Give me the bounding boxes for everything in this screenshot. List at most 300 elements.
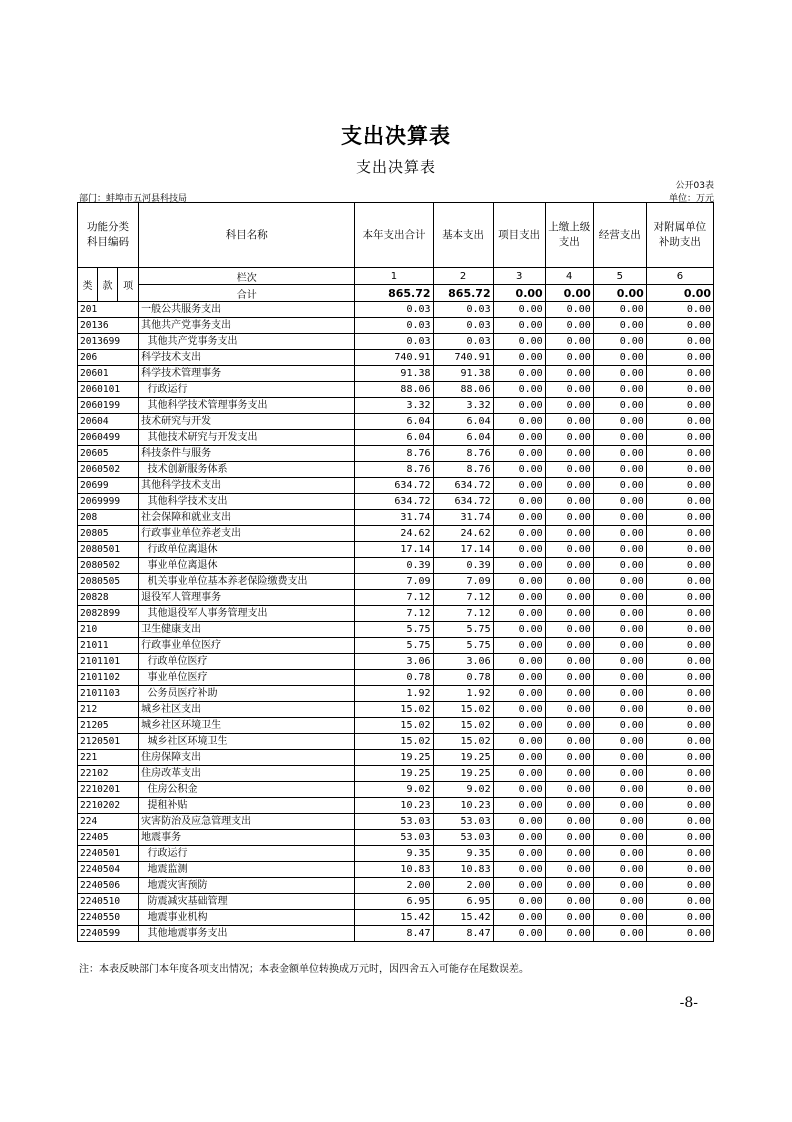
row-name: 行政运行 xyxy=(139,382,355,398)
row-value: 0.00 xyxy=(593,542,646,558)
row-name: 住房改革支出 xyxy=(139,766,355,782)
row-value: 0.00 xyxy=(493,318,545,334)
row-code: 2060101 xyxy=(78,382,139,398)
total-value: 0.00 xyxy=(545,285,593,302)
row-value: 0.00 xyxy=(593,718,646,734)
row-value: 53.03 xyxy=(433,830,493,846)
row-value: 6.04 xyxy=(355,414,433,430)
row-name: 机关事业单位基本养老保险缴费支出 xyxy=(139,574,355,590)
row-name: 技术研究与开发 xyxy=(139,414,355,430)
row-value: 0.00 xyxy=(646,462,713,478)
row-value: 0.00 xyxy=(545,910,593,926)
row-value: 0.39 xyxy=(355,558,433,574)
row-value: 0.00 xyxy=(545,590,593,606)
row-code: 2080502 xyxy=(78,558,139,574)
row-value: 0.00 xyxy=(545,670,593,686)
header-lei: 类 xyxy=(78,268,98,302)
row-code: 221 xyxy=(78,750,139,766)
row-value: 0.00 xyxy=(646,350,713,366)
header-heji: 合计 xyxy=(139,285,355,302)
row-value: 15.02 xyxy=(355,734,433,750)
row-value: 0.00 xyxy=(545,302,593,318)
row-value: 0.00 xyxy=(646,782,713,798)
row-value: 0.00 xyxy=(646,670,713,686)
row-value: 0.00 xyxy=(593,478,646,494)
table-row xyxy=(78,654,714,670)
row-value: 1.92 xyxy=(433,686,493,702)
row-value: 7.12 xyxy=(433,590,493,606)
row-value: 5.75 xyxy=(355,622,433,638)
unit-label: 单位：万元 xyxy=(668,194,714,204)
row-value: 0.00 xyxy=(646,590,713,606)
row-code: 2060499 xyxy=(78,430,139,446)
row-value: 17.14 xyxy=(433,542,493,558)
row-value: 0.00 xyxy=(545,446,593,462)
row-value: 0.00 xyxy=(593,766,646,782)
row-value: 0.00 xyxy=(646,366,713,382)
row-value: 53.03 xyxy=(433,814,493,830)
row-code: 2210202 xyxy=(78,798,139,814)
row-value: 0.00 xyxy=(593,638,646,654)
row-value: 0.00 xyxy=(646,702,713,718)
row-name: 地震灾害预防 xyxy=(139,878,355,894)
row-value: 0.00 xyxy=(545,782,593,798)
row-value: 0.00 xyxy=(545,750,593,766)
row-value: 0.00 xyxy=(646,830,713,846)
row-code: 2082899 xyxy=(78,606,139,622)
row-value: 0.00 xyxy=(593,526,646,542)
header-code: 功能分类 科目编码 xyxy=(78,203,139,268)
row-value: 0.00 xyxy=(545,654,593,670)
row-code: 2240506 xyxy=(78,878,139,894)
row-value: 6.95 xyxy=(355,894,433,910)
table-row xyxy=(78,382,714,398)
row-value: 0.00 xyxy=(493,334,545,350)
row-code: 20828 xyxy=(78,590,139,606)
table-row xyxy=(78,590,714,606)
row-code: 21011 xyxy=(78,638,139,654)
row-value: 15.02 xyxy=(355,702,433,718)
row-value: 0.00 xyxy=(493,510,545,526)
row-value: 0.00 xyxy=(545,398,593,414)
total-value: 0.00 xyxy=(593,285,646,302)
row-value: 0.78 xyxy=(433,670,493,686)
row-value: 0.00 xyxy=(593,494,646,510)
row-name: 地震事务 xyxy=(139,830,355,846)
row-value: 0.00 xyxy=(593,654,646,670)
row-value: 0.00 xyxy=(646,638,713,654)
row-value: 0.00 xyxy=(646,558,713,574)
row-name: 其他地震事务支出 xyxy=(139,926,355,942)
table-row xyxy=(78,910,714,926)
table-row xyxy=(78,558,714,574)
row-value: 0.00 xyxy=(646,862,713,878)
row-value: 0.00 xyxy=(646,878,713,894)
row-name: 其他共产党事务支出 xyxy=(139,318,355,334)
table-row xyxy=(78,510,714,526)
row-code: 2240501 xyxy=(78,846,139,862)
row-value: 0.78 xyxy=(355,670,433,686)
row-value: 0.00 xyxy=(493,622,545,638)
row-value: 2.00 xyxy=(355,878,433,894)
row-value: 0.00 xyxy=(545,462,593,478)
total-value: 865.72 xyxy=(433,285,493,302)
page-title: 支出决算表 xyxy=(341,124,451,148)
row-value: 0.00 xyxy=(545,318,593,334)
row-value: 8.47 xyxy=(355,926,433,942)
table-row xyxy=(78,734,714,750)
row-value: 0.00 xyxy=(545,606,593,622)
row-name: 住房保障支出 xyxy=(139,750,355,766)
row-name: 事业单位离退休 xyxy=(139,558,355,574)
row-value: 0.00 xyxy=(493,638,545,654)
row-value: 0.00 xyxy=(493,574,545,590)
row-code: 210 xyxy=(78,622,139,638)
row-value: 0.00 xyxy=(593,590,646,606)
row-value: 0.03 xyxy=(355,334,433,350)
row-code: 2080505 xyxy=(78,574,139,590)
row-value: 0.00 xyxy=(545,878,593,894)
header-xiang: 项 xyxy=(118,268,139,302)
row-value: 0.00 xyxy=(493,894,545,910)
row-value: 0.00 xyxy=(493,718,545,734)
row-code: 2080501 xyxy=(78,542,139,558)
row-value: 0.00 xyxy=(593,878,646,894)
row-value: 6.04 xyxy=(433,414,493,430)
row-value: 0.00 xyxy=(646,766,713,782)
row-value: 0.00 xyxy=(545,622,593,638)
row-value: 0.00 xyxy=(593,894,646,910)
row-name: 一般公共服务支出 xyxy=(139,302,355,318)
row-code: 2240510 xyxy=(78,894,139,910)
total-value: 0.00 xyxy=(493,285,545,302)
row-value: 0.00 xyxy=(593,830,646,846)
row-value: 31.74 xyxy=(355,510,433,526)
table-row xyxy=(78,622,714,638)
row-value: 0.00 xyxy=(545,478,593,494)
row-value: 0.00 xyxy=(593,782,646,798)
row-value: 0.00 xyxy=(493,542,545,558)
row-code: 2069999 xyxy=(78,494,139,510)
row-value: 0.00 xyxy=(493,462,545,478)
table-row xyxy=(78,894,714,910)
row-code: 2240550 xyxy=(78,910,139,926)
row-value: 0.00 xyxy=(493,478,545,494)
table-row xyxy=(78,350,714,366)
row-value: 0.00 xyxy=(493,926,545,942)
row-value: 0.00 xyxy=(545,494,593,510)
row-value: 0.00 xyxy=(545,734,593,750)
row-value: 0.00 xyxy=(493,350,545,366)
row-code: 2101101 xyxy=(78,654,139,670)
row-value: 0.00 xyxy=(593,350,646,366)
header-upper: 上缴上级支出 xyxy=(545,203,593,268)
row-value: 0.00 xyxy=(646,686,713,702)
row-name: 其他科学技术支出 xyxy=(139,494,355,510)
header-business: 经营支出 xyxy=(593,203,646,268)
row-name: 行政单位医疗 xyxy=(139,654,355,670)
row-value: 0.00 xyxy=(545,430,593,446)
row-value: 0.00 xyxy=(593,606,646,622)
form-number: 公开03表 xyxy=(675,181,714,191)
row-value: 0.00 xyxy=(545,350,593,366)
row-value: 0.00 xyxy=(646,334,713,350)
row-value: 0.00 xyxy=(646,846,713,862)
row-value: 740.91 xyxy=(433,350,493,366)
row-value: 0.00 xyxy=(646,750,713,766)
row-value: 0.00 xyxy=(593,446,646,462)
total-value: 0.00 xyxy=(646,285,713,302)
row-value: 9.02 xyxy=(433,782,493,798)
row-value: 3.32 xyxy=(355,398,433,414)
row-code: 2240599 xyxy=(78,926,139,942)
row-value: 5.75 xyxy=(355,638,433,654)
row-value: 0.00 xyxy=(545,526,593,542)
row-value: 7.12 xyxy=(355,590,433,606)
row-value: 0.00 xyxy=(646,494,713,510)
header-lanci: 栏次 xyxy=(139,268,355,285)
row-value: 0.00 xyxy=(593,750,646,766)
row-value: 0.00 xyxy=(493,686,545,702)
row-code: 20605 xyxy=(78,446,139,462)
row-value: 0.00 xyxy=(545,798,593,814)
row-name: 行政单位离退休 xyxy=(139,542,355,558)
row-value: 0.00 xyxy=(593,686,646,702)
row-value: 0.00 xyxy=(493,414,545,430)
row-value: 19.25 xyxy=(355,766,433,782)
row-value: 9.35 xyxy=(433,846,493,862)
row-value: 10.23 xyxy=(355,798,433,814)
row-value: 0.00 xyxy=(593,670,646,686)
row-name: 退役军人管理事务 xyxy=(139,590,355,606)
row-value: 0.00 xyxy=(545,334,593,350)
row-value: 634.72 xyxy=(433,478,493,494)
row-value: 0.00 xyxy=(593,926,646,942)
table-row xyxy=(78,846,714,862)
row-name: 行政事业单位养老支出 xyxy=(139,526,355,542)
header-basic: 基本支出 xyxy=(433,203,493,268)
row-value: 634.72 xyxy=(355,478,433,494)
row-code: 20136 xyxy=(78,318,139,334)
table-row xyxy=(78,606,714,622)
row-value: 1.92 xyxy=(355,686,433,702)
row-value: 0.00 xyxy=(593,318,646,334)
row-value: 0.00 xyxy=(646,622,713,638)
row-value: 0.00 xyxy=(493,814,545,830)
row-value: 0.00 xyxy=(545,558,593,574)
row-value: 740.91 xyxy=(355,350,433,366)
row-code: 2060199 xyxy=(78,398,139,414)
row-value: 0.00 xyxy=(493,878,545,894)
row-value: 0.00 xyxy=(493,558,545,574)
table-row xyxy=(78,446,714,462)
row-value: 3.32 xyxy=(433,398,493,414)
row-value: 0.00 xyxy=(545,414,593,430)
header-project: 项目支出 xyxy=(493,203,545,268)
row-value: 3.06 xyxy=(355,654,433,670)
row-value: 8.76 xyxy=(355,446,433,462)
row-value: 634.72 xyxy=(433,494,493,510)
row-value: 0.00 xyxy=(646,798,713,814)
row-value: 0.00 xyxy=(646,526,713,542)
row-value: 0.00 xyxy=(646,430,713,446)
row-value: 0.00 xyxy=(593,734,646,750)
row-value: 0.00 xyxy=(593,846,646,862)
row-value: 0.00 xyxy=(646,446,713,462)
row-code: 206 xyxy=(78,350,139,366)
row-value: 8.76 xyxy=(433,462,493,478)
row-value: 6.04 xyxy=(355,430,433,446)
row-value: 0.00 xyxy=(493,862,545,878)
row-value: 15.02 xyxy=(433,702,493,718)
row-name: 地震监测 xyxy=(139,862,355,878)
row-value: 0.00 xyxy=(593,574,646,590)
row-value: 0.00 xyxy=(493,302,545,318)
row-value: 0.00 xyxy=(593,334,646,350)
table-row xyxy=(78,750,714,766)
table-row xyxy=(78,638,714,654)
row-value: 0.00 xyxy=(646,926,713,942)
row-code: 22102 xyxy=(78,766,139,782)
row-name: 行政事业单位医疗 xyxy=(139,638,355,654)
col-number: 2 xyxy=(433,268,493,285)
row-value: 17.14 xyxy=(355,542,433,558)
row-value: 0.00 xyxy=(646,654,713,670)
header-total: 本年支出合计 xyxy=(355,203,433,268)
row-value: 0.00 xyxy=(545,814,593,830)
row-name: 防震减灾基础管理 xyxy=(139,894,355,910)
row-value: 19.25 xyxy=(433,750,493,766)
row-code: 20805 xyxy=(78,526,139,542)
row-value: 0.00 xyxy=(593,622,646,638)
row-value: 0.00 xyxy=(493,430,545,446)
row-value: 24.62 xyxy=(355,526,433,542)
table-row xyxy=(78,670,714,686)
row-value: 15.02 xyxy=(433,718,493,734)
row-name: 科学技术管理事务 xyxy=(139,366,355,382)
row-value: 0.00 xyxy=(646,542,713,558)
row-value: 19.25 xyxy=(433,766,493,782)
row-value: 0.00 xyxy=(493,670,545,686)
row-value: 0.00 xyxy=(493,606,545,622)
row-value: 0.39 xyxy=(433,558,493,574)
row-value: 0.00 xyxy=(493,494,545,510)
row-name: 城乡社区环境卫生 xyxy=(139,734,355,750)
row-value: 0.00 xyxy=(593,910,646,926)
row-value: 0.00 xyxy=(593,510,646,526)
table-row xyxy=(78,302,714,318)
row-value: 0.00 xyxy=(646,302,713,318)
row-value: 0.00 xyxy=(646,318,713,334)
row-name: 事业单位医疗 xyxy=(139,670,355,686)
row-value: 0.00 xyxy=(593,558,646,574)
row-name: 住房公积金 xyxy=(139,782,355,798)
row-value: 0.00 xyxy=(493,526,545,542)
table-row xyxy=(78,702,714,718)
row-code: 20601 xyxy=(78,366,139,382)
row-value: 0.00 xyxy=(493,750,545,766)
row-code: 2101102 xyxy=(78,670,139,686)
row-value: 634.72 xyxy=(355,494,433,510)
row-value: 0.00 xyxy=(493,798,545,814)
col-number: 3 xyxy=(493,268,545,285)
row-value: 0.00 xyxy=(545,510,593,526)
table-row xyxy=(78,782,714,798)
table-row xyxy=(78,526,714,542)
row-name: 科学技术支出 xyxy=(139,350,355,366)
table-row xyxy=(78,878,714,894)
row-value: 91.38 xyxy=(433,366,493,382)
row-value: 0.00 xyxy=(593,814,646,830)
table-subtitle: 支出决算表 xyxy=(355,158,436,176)
header-subsidiary: 对附属单位补助支出 xyxy=(646,203,713,268)
table-row xyxy=(78,798,714,814)
row-value: 10.23 xyxy=(433,798,493,814)
row-value: 7.12 xyxy=(433,606,493,622)
row-value: 0.00 xyxy=(493,910,545,926)
row-value: 15.42 xyxy=(433,910,493,926)
row-value: 0.00 xyxy=(493,366,545,382)
row-value: 3.06 xyxy=(433,654,493,670)
row-name: 其他技术研究与开发支出 xyxy=(139,430,355,446)
row-value: 0.00 xyxy=(545,686,593,702)
row-value: 2.00 xyxy=(433,878,493,894)
row-value: 0.00 xyxy=(593,398,646,414)
row-value: 8.76 xyxy=(433,446,493,462)
row-code: 2013699 xyxy=(78,334,139,350)
header-kuan: 款 xyxy=(98,268,118,302)
row-value: 0.00 xyxy=(593,302,646,318)
row-value: 8.47 xyxy=(433,926,493,942)
row-value: 0.00 xyxy=(493,398,545,414)
table-row xyxy=(78,462,714,478)
expenditure-table xyxy=(77,202,714,942)
row-code: 21205 xyxy=(78,718,139,734)
row-value: 0.00 xyxy=(545,366,593,382)
table-row xyxy=(78,414,714,430)
footnote: 注：本表反映部门本年度各项支出情况；本表金额单位转换成万元时，因四舍五入可能存在尾数误差。 xyxy=(79,964,529,975)
row-value: 9.02 xyxy=(355,782,433,798)
row-value: 53.03 xyxy=(355,830,433,846)
row-value: 0.00 xyxy=(493,590,545,606)
row-value: 0.00 xyxy=(593,798,646,814)
row-value: 0.00 xyxy=(493,702,545,718)
row-value: 0.03 xyxy=(433,334,493,350)
row-value: 10.83 xyxy=(355,862,433,878)
row-value: 88.06 xyxy=(433,382,493,398)
row-name: 地震事业机构 xyxy=(139,910,355,926)
row-value: 0.03 xyxy=(355,302,433,318)
table-row xyxy=(78,494,714,510)
row-value: 0.00 xyxy=(646,574,713,590)
row-value: 0.00 xyxy=(593,430,646,446)
table-row xyxy=(78,398,714,414)
row-value: 0.00 xyxy=(545,862,593,878)
table-row xyxy=(78,334,714,350)
row-name: 灾害防治及应急管理支出 xyxy=(139,814,355,830)
table-row xyxy=(78,814,714,830)
row-value: 0.00 xyxy=(545,702,593,718)
row-value: 0.00 xyxy=(646,606,713,622)
row-value: 7.09 xyxy=(433,574,493,590)
row-code: 201 xyxy=(78,302,139,318)
row-value: 0.00 xyxy=(646,814,713,830)
row-value: 15.02 xyxy=(355,718,433,734)
row-value: 15.42 xyxy=(355,910,433,926)
table-row xyxy=(78,318,714,334)
row-value: 0.00 xyxy=(593,382,646,398)
row-value: 0.00 xyxy=(545,638,593,654)
